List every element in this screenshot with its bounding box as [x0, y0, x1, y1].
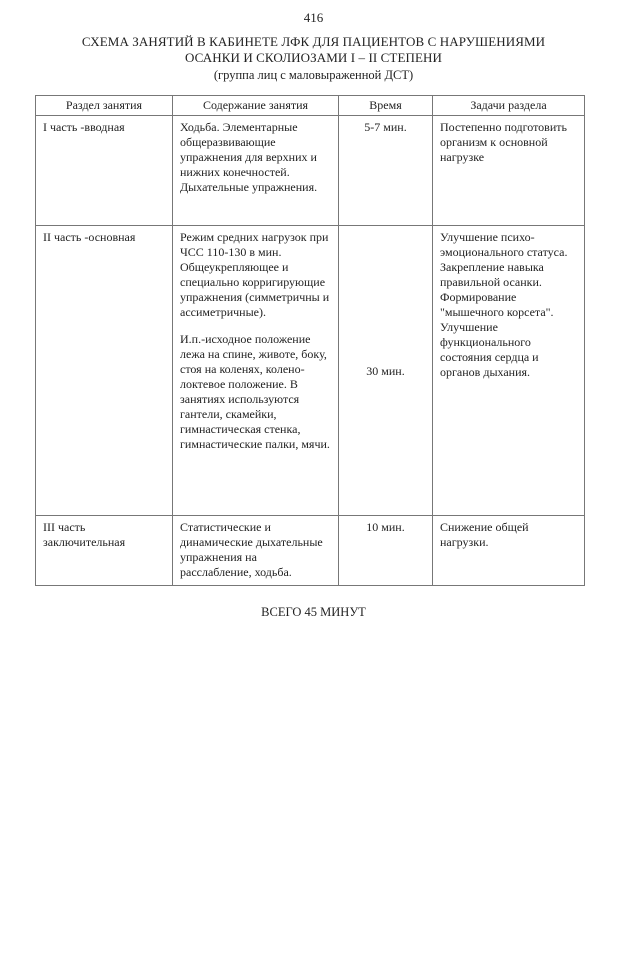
- table-header-row: [36, 96, 585, 116]
- time-cell: 30 мин.: [339, 226, 433, 516]
- table-row: [36, 226, 585, 516]
- time-cell: 5-7 мин.: [339, 116, 433, 226]
- document-subtitle: (группа лиц с маловыраженной ДСТ): [213, 68, 414, 82]
- title-line-2: ОСАНКИ И СКОЛИОЗАМИ I – II СТЕПЕНИ: [184, 50, 443, 65]
- tasks-cell: Снижение общей нагрузки.: [433, 516, 585, 586]
- section-cell: III часть заключительная: [36, 516, 173, 586]
- section-cell: II часть -основная: [36, 226, 173, 516]
- header-tasks: Задачи раздела: [433, 96, 585, 116]
- session-schema-table: [35, 95, 585, 586]
- page-number: 416: [303, 10, 324, 25]
- content-paragraph: Ходьба. Элементарные общеразвивающие упражнения для верхних и нижних конечностей. Дыхательные упражнения.: [180, 120, 318, 194]
- title-line-1: СХЕМА ЗАНЯТИЙ В КАБИНЕТЕ ЛФК ДЛЯ ПАЦИЕНТОВ С НАРУШЕНИЯМИ: [81, 34, 546, 49]
- time-cell: 10 мин.: [339, 516, 433, 586]
- content-cell: [173, 226, 339, 516]
- header-time: Время: [339, 96, 433, 116]
- table-row: [36, 116, 585, 226]
- content-paragraph: Режим средних нагрузок при ЧСС 110-130 в мин. Общеукрепляющее и специально корригирующие упражнения (симметричны и ассиметричные).: [180, 230, 330, 319]
- tasks-cell: Постепенно подготовить организм к основной нагрузке: [433, 116, 585, 226]
- table-row: [36, 516, 585, 586]
- content-cell: [173, 116, 339, 226]
- total-duration: ВСЕГО 45 МИНУТ: [261, 605, 366, 619]
- content-paragraph: И.п.-исходное положение лежа на спине, животе, боку, стоя на коленях, колено-локтевое положение. В занятиях используются гантели, скамейки, гимнастическая стенка, гимнастические палки, мячи.: [180, 332, 330, 451]
- header-section: Раздел занятия: [36, 96, 173, 116]
- content-cell: [173, 516, 339, 586]
- document-title: [40, 34, 587, 66]
- tasks-cell: Улучшение психо-эмоционального статуса. Закрепление навыка правильной осанки. Формирование "мышечного корсета". Улучшение функционального состояния сердца и органов дыхания.: [433, 226, 585, 516]
- header-content: Содержание занятия: [173, 96, 339, 116]
- content-paragraph: Статистические и динамические дыхательные упражнения на расслабление, ходьба.: [180, 520, 323, 579]
- section-cell: I часть -вводная: [36, 116, 173, 226]
